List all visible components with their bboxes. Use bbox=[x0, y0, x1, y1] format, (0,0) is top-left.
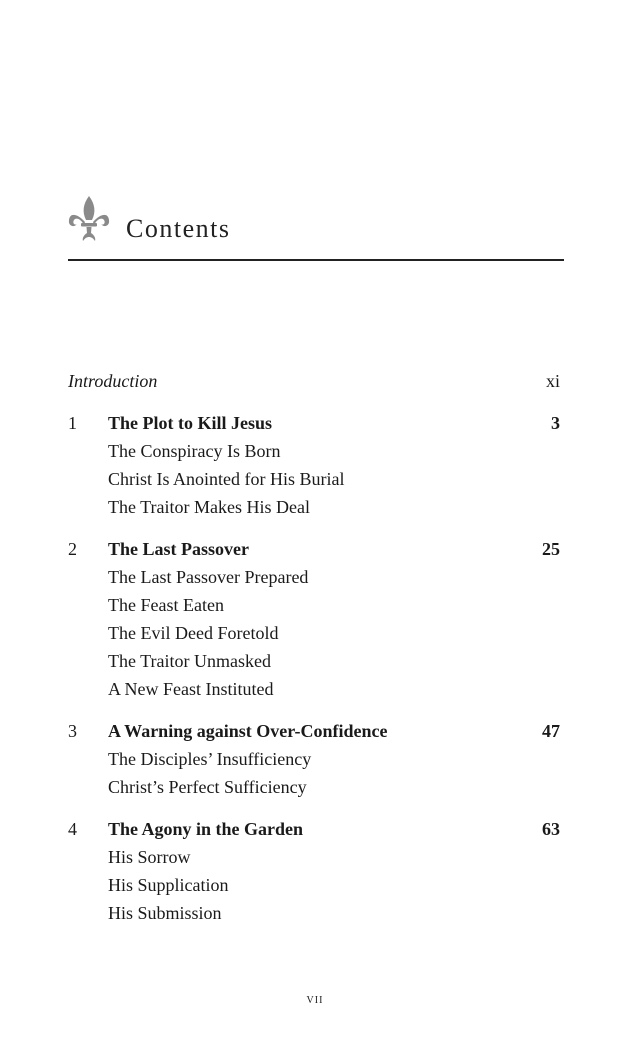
section-item[interactable]: A New Feast Instituted bbox=[108, 679, 274, 699]
section-item[interactable]: The Traitor Unmasked bbox=[108, 651, 271, 671]
chapter-page: 25 bbox=[542, 539, 560, 559]
section-item[interactable]: The Feast Eaten bbox=[108, 595, 224, 615]
section-item[interactable]: His Supplication bbox=[108, 875, 229, 895]
chapter-title: The Plot to Kill Jesus bbox=[108, 413, 273, 433]
introduction-page: xi bbox=[545, 371, 560, 391]
chapter-title: The Agony in the Garden bbox=[108, 819, 304, 839]
heading-rule bbox=[68, 259, 564, 261]
chapter-number: 3 bbox=[68, 721, 77, 741]
table-of-contents bbox=[68, 367, 560, 927]
section-item[interactable]: His Sorrow bbox=[108, 847, 191, 867]
chapter-title: A Warning against Over-Confidence bbox=[108, 721, 388, 741]
section-item[interactable]: Christ’s Perfect Sufficiency bbox=[108, 777, 307, 797]
chapter-page: 63 bbox=[542, 819, 560, 839]
chapter-number: 1 bbox=[68, 413, 77, 433]
contents-heading bbox=[68, 192, 564, 262]
section-item[interactable]: The Traitor Makes His Deal bbox=[108, 497, 310, 517]
chapter-4 bbox=[68, 815, 560, 927]
chapter-page: 3 bbox=[551, 413, 560, 433]
section-item[interactable]: The Last Passover Prepared bbox=[108, 567, 309, 587]
chapter-heading[interactable] bbox=[68, 815, 560, 843]
chapter-title: The Last Passover bbox=[108, 539, 249, 559]
chapter-number: 4 bbox=[68, 819, 77, 839]
chapter-heading[interactable] bbox=[68, 717, 560, 745]
section-item[interactable]: Christ Is Anointed for His Burial bbox=[108, 469, 345, 489]
page-number: vii bbox=[306, 992, 324, 1007]
page-title: Contents bbox=[126, 214, 231, 243]
chapter-heading[interactable] bbox=[68, 409, 560, 437]
chapter-page: 47 bbox=[542, 721, 560, 741]
chapter-heading[interactable] bbox=[68, 535, 560, 563]
chapter-3 bbox=[68, 717, 560, 801]
section-item[interactable]: The Disciples’ Insufficiency bbox=[108, 749, 312, 769]
fleur-de-lis-icon bbox=[68, 196, 110, 242]
chapter-number: 2 bbox=[68, 539, 77, 559]
chapter-2 bbox=[68, 535, 560, 703]
chapter-1 bbox=[68, 409, 560, 521]
toc-entry-introduction[interactable] bbox=[68, 367, 560, 395]
introduction-label: Introduction bbox=[68, 371, 158, 391]
section-item[interactable]: The Conspiracy Is Born bbox=[108, 441, 281, 461]
section-item[interactable]: His Submission bbox=[108, 903, 222, 923]
section-item[interactable]: The Evil Deed Foretold bbox=[108, 623, 279, 643]
